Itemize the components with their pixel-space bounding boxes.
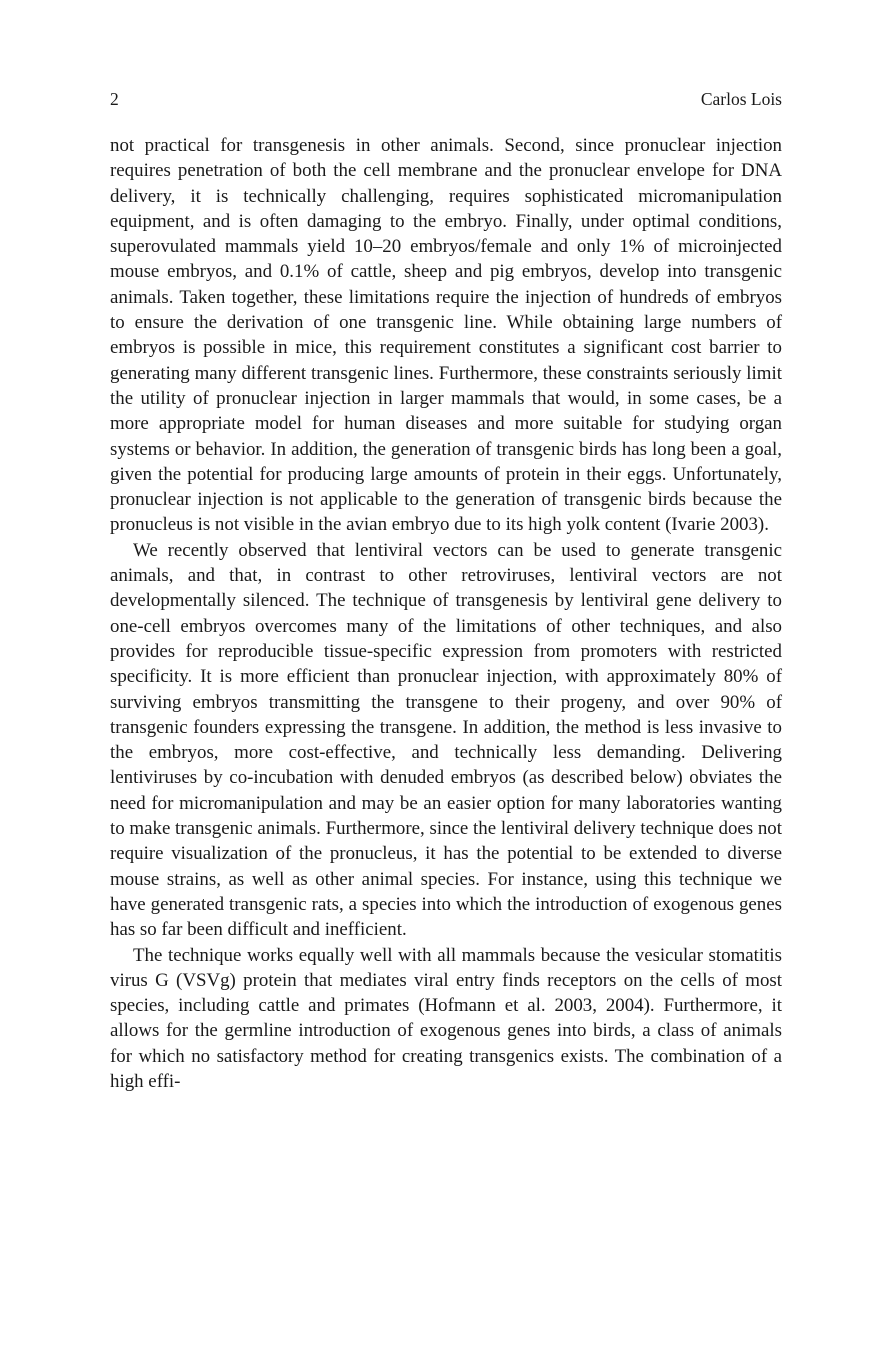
running-head: [110, 88, 782, 110]
paragraph: not practical for transgenesis in other animals. Second, since pronuclear injection requires penetration of both the cell membrane and the pronuclear envelope for DNA delivery, it is technically challenging, requires sophisticated micromanipulation equipment, and is often damaging to the embryo. Finally, under optimal conditions, superovulated mammals yield 10–20 embryos/female and only 1% of microinjected mouse embryos, and 0.1% of cattle, sheep and pig embryos, develop into transgenic animals. Taken together, these limitations require the injection of hundreds of embryos to ensure the derivation of one transgenic line. While obtaining large numbers of embryos is possible in mice, this requirement constitutes a significant cost barrier to generating many different transgenic lines. Furthermore, these constraints seriously limit the utility of pronuclear injection in larger mammals that would, in some cases, be a more appropriate model for human diseases and more suitable for studying organ systems or behavior. In addition, the generation of transgenic birds has long been a goal, given the potential for producing large amounts of protein in their eggs. Unfortunately, pronuclear injection is not applicable to the generation of transgenic birds because the pronucleus is not visible in the avian embryo due to its high yolk content (Ivarie 2003).: [110, 135, 782, 536]
running-head-author: Carlos Lois: [700, 89, 782, 109]
page-number: 2: [110, 89, 119, 109]
body-text: [110, 133, 782, 1094]
paragraph: The technique works equally well with all mammals because the vesicular stomatitis virus G (VSVg) protein that mediates viral entry finds receptors on the cells of most species, including cattle and primates (Hofmann et al. 2003, 2004). Furthermore, it allows for the germline introduction of exogenous genes into birds, a class of animals for which no satisfactory method for creating transgenics exists. The combination of a high effi-: [110, 944, 782, 1092]
paragraph: We recently observed that lentiviral vectors can be used to generate transgenic animals, and that, in contrast to other retroviruses, lentiviral vectors are not developmentally silenced. The technique of transgenesis by lentiviral gene delivery to one-cell embryos overcomes many of the limitations of other techniques, and also provides for reproducible tissue-specific expression from promoters with restricted specificity. It is more efficient than pronuclear injection, with approximately 80% of surviving embryos transmitting the transgene to their progeny, and over 90% of transgenic founders expressing the transgene. In addition, the method is less invasive to the embryos, more cost-effective, and technically less demanding. Delivering lentiviruses by co-incubation with denuded embryos (as described below) obviates the need for micromanipulation and may be an easier option for many laboratories wanting to make transgenic animals. Furthermore, since the lentiviral delivery technique does not require visualization of the pronucleus, it has the potential to be extended to diverse mouse strains, as well as other animal species. For instance, using this technique we have generated transgenic rats, a species into which the introduction of exogenous genes has so far been difficult and inefficient.: [110, 539, 782, 941]
book-page: [110, 88, 782, 1094]
